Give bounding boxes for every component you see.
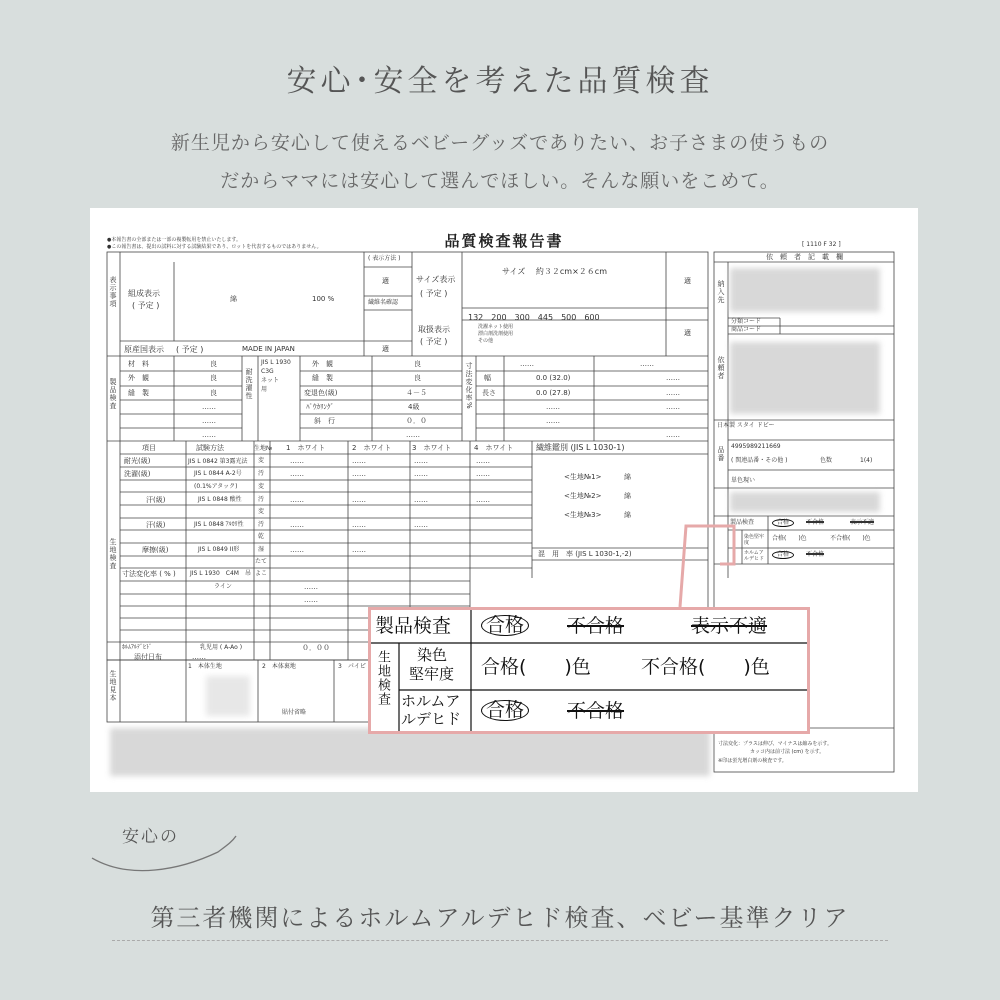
attach-dots: …… xyxy=(192,653,206,661)
w2-dots-2: …… xyxy=(352,470,366,478)
item-header: 項目 xyxy=(142,444,156,452)
w2-dots-4: …… xyxy=(352,521,366,529)
length-label: 長さ xyxy=(482,389,496,397)
pilling-value: 4級 xyxy=(408,403,420,411)
zoom-dye-line-2: 堅牢度 xyxy=(409,665,455,683)
dim-dots-2: …… xyxy=(640,360,654,368)
care-label: 取扱表示 xyxy=(418,325,450,334)
care-sub: ( 予定 ) xyxy=(420,337,448,346)
light-method: JIS L 0842 第3露光法 xyxy=(188,458,248,465)
care-mark-1: 洗濯ネット使用 xyxy=(478,324,514,330)
row-mark-10: よこ xyxy=(255,570,268,577)
zoom-fail-color: 不合格( )色 xyxy=(641,656,770,678)
footnote-1: 寸法変化：プラスは伸び、マイナスは縮みを示す。 xyxy=(718,741,832,747)
wash-method: JIS L 0844 A-2号 xyxy=(194,470,242,477)
w1-dots-1: …… xyxy=(290,457,304,465)
jis-1930: JIS L 1930 xyxy=(261,359,291,366)
rub-method: JIS L 0849 II形 xyxy=(198,546,240,553)
zoom-product-pass: 合格 xyxy=(481,615,529,636)
zoom-dye-line-1: 染色 xyxy=(417,646,448,664)
row-mark-1: 変 xyxy=(258,457,265,464)
zoom-pass-color: 合格( )色 xyxy=(481,656,591,678)
wash-fast-label: 洗濯(級) xyxy=(124,470,151,478)
sample-3-label: 3 パイピ xyxy=(338,663,366,670)
origin-sub: ( 予定 ) xyxy=(176,345,204,354)
client-header: 依 頼 者 記 載 欄 xyxy=(766,253,843,261)
right-fail-color: 不合格( )色 xyxy=(830,535,871,542)
col-white-2: 2 ホワイト xyxy=(352,444,392,452)
dim-method: JIS L 1930 C4M 吊 xyxy=(190,570,251,577)
w4-dots-1: …… xyxy=(476,457,490,465)
dim-dots-1: …… xyxy=(520,360,534,368)
fabric-2-value: 綿 xyxy=(624,492,631,500)
fabric-sample-side: 生地見本 xyxy=(109,670,117,702)
wash-side: 耐洗濯性 xyxy=(245,368,253,400)
label-display-side: 表示事項 xyxy=(109,276,117,308)
count-value: 1(4) xyxy=(860,457,873,464)
wash-sewing-label: 縫 製 xyxy=(312,374,333,382)
length-value: 0.0 (27.8) xyxy=(536,389,571,397)
count-label: 色数 xyxy=(820,457,833,464)
sewing-label: 縫 製 xyxy=(128,389,149,397)
dim-dots-6: …… xyxy=(666,403,680,411)
display-method: ( 表示方法 ) xyxy=(368,255,401,262)
blurred-sample xyxy=(206,676,250,716)
attach-date-label: 添付日布 xyxy=(134,653,162,661)
col-white-3: 3 ホワイト xyxy=(412,444,452,452)
care-ok: 適 xyxy=(684,329,691,337)
form-method: 乳児用 ( A-Ao ) xyxy=(200,644,243,651)
jan-code: 4995989211669 xyxy=(731,443,781,450)
w2-dots-1: …… xyxy=(352,457,366,465)
zoom-callout xyxy=(368,607,810,734)
sample-2-label: 2 本体裏地 xyxy=(262,663,296,670)
w1-dots-3: …… xyxy=(290,496,304,504)
width-value: 0.0 (32.0) xyxy=(536,374,571,382)
fabric-2-label: <生地№2> xyxy=(564,492,602,500)
sewing-value: 良 xyxy=(210,389,217,397)
color-change-label: 変退色(級) xyxy=(304,389,338,397)
size-label: サイズ表示 xyxy=(416,275,456,284)
care-mark-2: 漂白剤洗剤使用 xyxy=(478,331,514,337)
w3-dots-3: …… xyxy=(414,496,428,504)
size-value: サイズ 約３２cm×２６cm xyxy=(502,267,607,276)
fiber-check: 繊維名確認 xyxy=(368,299,399,306)
made-in: 日本製 スタイ ドビー xyxy=(717,422,775,429)
w2-dots-3: …… xyxy=(352,496,366,504)
row-mark-5: 変 xyxy=(258,508,265,515)
w4-dots-3: …… xyxy=(476,496,490,504)
fabric-1-label: <生地№1> xyxy=(564,473,602,481)
wash-appearance-value: 良 xyxy=(414,360,421,368)
blurred-signature xyxy=(110,728,710,776)
blurred-delivery xyxy=(730,268,880,312)
row-mark-8: 湿 xyxy=(258,546,265,553)
row-mark-4: 汚 xyxy=(258,496,265,503)
right-form-pass: 合格 xyxy=(772,551,794,559)
dim-dots-7: …… xyxy=(546,417,560,425)
extra-dots-1: …… xyxy=(304,583,318,591)
dim-rate-label: 寸法変化率 ( % ) xyxy=(122,570,176,578)
sweat-acid-method: JIS L 0848 酸性 xyxy=(198,496,242,503)
inspection-report-image xyxy=(90,208,918,792)
appearance-label: 外 観 xyxy=(128,374,149,382)
part-side: 品番 xyxy=(717,446,725,462)
right-form-label: ホルムアルデヒド xyxy=(744,550,765,562)
w3-dots-4: …… xyxy=(414,521,428,529)
intro-text xyxy=(0,124,1000,200)
dashed-divider xyxy=(112,940,888,941)
dim-change-side: 寸法変化率% xyxy=(465,362,473,410)
width-label: 幅 xyxy=(484,374,491,382)
w3-dots-2: …… xyxy=(414,470,428,478)
size-sub: ( 予定 ) xyxy=(420,289,448,298)
wash-method-2: (0.1%アタック) xyxy=(194,483,238,490)
report-title: 品質検査報告書 xyxy=(444,232,564,250)
row-mark-9: たて xyxy=(255,558,268,565)
report-note-1: ●本報告書の全部または一部の複製転用を禁止いたします。 xyxy=(107,237,241,243)
fabric-3-value: 綿 xyxy=(624,511,631,519)
fabric-3-label: <生地№3> xyxy=(564,511,602,519)
product-code: 商品コード xyxy=(731,326,762,333)
light-label: 耐光(級) xyxy=(124,457,151,465)
fabric-no-header: 生地№ xyxy=(254,445,273,452)
row-mark-6: 汚 xyxy=(258,521,265,528)
product-check-side: 製品検査 xyxy=(109,378,117,410)
w4-dots-2: …… xyxy=(476,470,490,478)
page-title: 安心･安全を考えた品質検査 xyxy=(286,64,714,99)
right-product-fail: 不合格 xyxy=(806,519,825,526)
rub-label: 摩擦(級) xyxy=(142,546,169,554)
color-change-value: ４－５ xyxy=(406,389,427,397)
fabric-check-side: 生地検査 xyxy=(109,538,117,570)
zoom-product-fail: 不合格 xyxy=(567,615,625,637)
size-numbers: 132 200 300 445 500 600 xyxy=(468,313,600,322)
right-product-unsuitable: 表示不適 xyxy=(850,519,875,526)
dim-dots-5: …… xyxy=(546,403,560,411)
composition-ok: 適 xyxy=(382,277,389,285)
right-pass-color: 合格( )色 xyxy=(772,535,807,542)
fiber-id-header: 繊維鑑別 (JIS L 1030-1) xyxy=(536,443,625,452)
footnote-3: ※印は蛍光増白剤の検査です。 xyxy=(718,758,787,764)
extra-dots-2: …… xyxy=(304,596,318,604)
sweat-alkali-method: JIS L 0848 ｱﾙｶﾘ性 xyxy=(194,521,244,528)
zoom-form-pass: 合格 xyxy=(481,700,529,721)
product-dots-3: …… xyxy=(202,431,216,439)
right-form-fail: 不合格 xyxy=(806,551,825,558)
care-mark-3: その他 xyxy=(478,338,494,344)
zoom-form-line-2: ルデヒド xyxy=(401,710,462,728)
col-white-1: 1 ホワイト xyxy=(286,444,326,452)
w3-dots-1: …… xyxy=(414,457,428,465)
sweat-acid-label: 汗(級) xyxy=(146,496,166,504)
right-product-pass: 合格 xyxy=(772,519,794,527)
material-label: 材 料 xyxy=(128,360,149,368)
appearance-value: 良 xyxy=(210,374,217,382)
zoom-form-line-1: ホルムア xyxy=(401,692,461,710)
dim-dots-8: …… xyxy=(666,431,680,439)
row-mark-7: 乾 xyxy=(258,533,265,540)
sweat-alkali-label: 汗(級) xyxy=(146,521,166,529)
dim-dots-4: …… xyxy=(666,389,680,397)
delivery-side: 納入先 xyxy=(717,280,725,304)
client-side: 依頼者 xyxy=(717,356,725,380)
method-header: 試験方法 xyxy=(196,444,224,452)
dim-dots-3: …… xyxy=(666,374,680,382)
origin-ok: 適 xyxy=(382,345,389,353)
dim-line: ライン xyxy=(214,583,232,590)
wash-dots: …… xyxy=(406,431,420,439)
right-product-check: 製品検査 xyxy=(730,519,755,526)
w1-dots-5: …… xyxy=(290,546,304,554)
slant-value: ０．０ xyxy=(406,417,427,425)
section-label: 安心の xyxy=(122,827,179,847)
sample-1-label: 1 本体生地 xyxy=(188,663,222,670)
report-note-2: ●この報告書は、提出の試料に対する試験結果であり、ロットを代表するものではありません。 xyxy=(107,244,322,250)
zoom-fabric-side: 生地検査 xyxy=(375,650,390,706)
wash-sewing-value: 良 xyxy=(414,374,421,382)
blurred-part xyxy=(730,492,880,512)
product-dots-1: …… xyxy=(202,403,216,411)
intro-line-1: 新生児から安心して使えるベビーグッズでありたい、お子さまの使うもの xyxy=(170,132,830,154)
w1-dots-2: …… xyxy=(290,470,304,478)
slant-label: 斜 行 xyxy=(314,417,335,425)
related-label: ( 関連品番・その他 ) xyxy=(731,457,788,464)
w2-dots-5: …… xyxy=(352,546,366,554)
pilling-label: ﾊﾟｳｶﾘﾝｸﾞ xyxy=(306,403,334,411)
product-dots-2: …… xyxy=(202,417,216,425)
fabric-1-value: 綿 xyxy=(624,473,631,481)
section-headline: 第三者機関によるホルムアルデヒド検査、ベビー基準クリア xyxy=(150,904,850,932)
mix-rate-label: 混 用 率 (JIS L 1030-1,-2) xyxy=(538,550,632,558)
single-color: 単色現い xyxy=(731,477,756,484)
doc-code: [ 1110 F 32 ] xyxy=(802,241,841,248)
row-mark-2: 汚 xyxy=(258,470,265,477)
net: ネット xyxy=(261,377,280,384)
c3g: C3G xyxy=(261,368,274,375)
attach-omit: 貼付省略 xyxy=(282,709,307,716)
wash-appearance-label: 外 観 xyxy=(312,360,333,368)
material-value: 良 xyxy=(210,360,217,368)
blurred-client xyxy=(730,342,880,414)
size-ok: 適 xyxy=(684,277,691,285)
right-dye-label: 染色堅牢度 xyxy=(744,534,765,546)
category-code: 分類コード xyxy=(731,318,762,325)
zoom-product-unsuitable: 表示不適 xyxy=(691,615,768,637)
composition-label: 組成表示 xyxy=(128,289,160,298)
origin-value: MADE IN JAPAN xyxy=(242,345,295,353)
footnote-2: カッコ内は前寸法 (cm) を示す。 xyxy=(750,749,825,755)
intro-line-2: だからママには安心して選んでほしい。そんな願いをこめて。 xyxy=(220,170,780,192)
form-value: ０．００ xyxy=(302,644,330,652)
col-white-4: 4 ホワイト xyxy=(474,444,514,452)
composition-sub: ( 予定 ) xyxy=(132,301,160,310)
w1-dots-4: …… xyxy=(290,521,304,529)
row-mark-3: 変 xyxy=(258,483,265,490)
zoom-product-check: 製品検査 xyxy=(375,615,452,637)
formaldehyde-label: ﾎﾙﾑｱﾙﾃﾞﾋﾄﾞ xyxy=(122,644,153,651)
zoom-form-fail: 不合格 xyxy=(567,700,625,722)
origin-label: 原産国表示 xyxy=(124,345,164,354)
composition-pct: 100 % xyxy=(312,295,335,303)
use: 用 xyxy=(261,386,268,393)
composition-value: 綿 xyxy=(230,295,237,303)
